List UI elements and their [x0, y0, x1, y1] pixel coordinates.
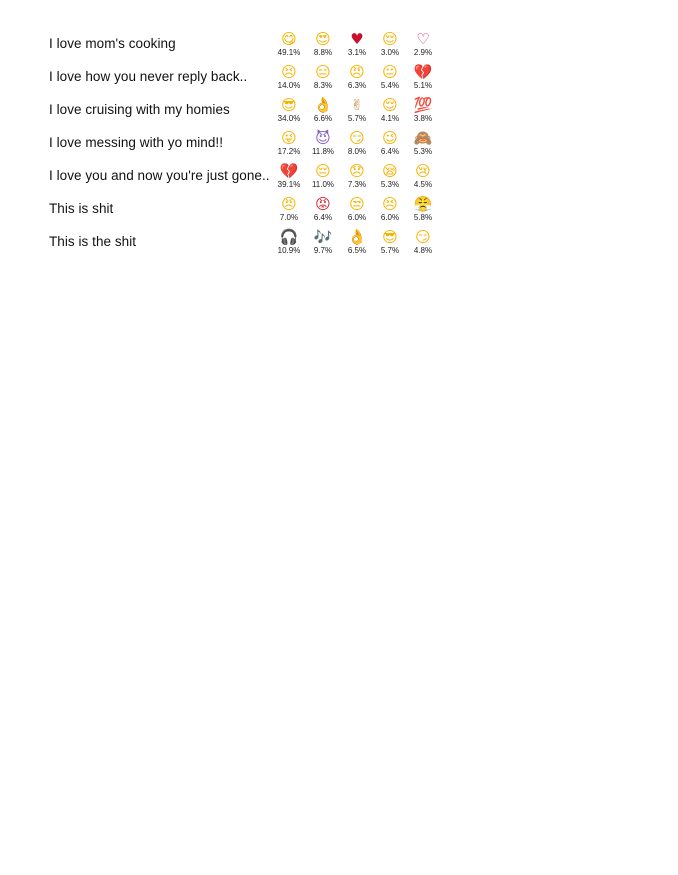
percentage-label: 11.0%	[311, 180, 335, 189]
emoji-cell	[340, 129, 374, 162]
sentence-text: I love mom's cooking	[49, 36, 176, 51]
percentage-label: 3.1%	[347, 48, 367, 57]
percentage-label: 17.2%	[277, 147, 301, 156]
broken-heart-icon: 💔	[279, 162, 299, 180]
percentage-label: 5.1%	[413, 81, 433, 90]
winking-face-icon: 😉	[382, 129, 398, 147]
red-heart-icon: ♥	[350, 30, 364, 48]
relieved-face-icon: 😌	[382, 30, 398, 48]
emoji-cell	[406, 96, 440, 129]
triumph-face-icon: 😤	[413, 195, 433, 213]
ok-hand-icon: 👌	[347, 228, 367, 246]
percentage-label: 34.0%	[277, 114, 301, 123]
emoji-cell	[340, 162, 374, 195]
emoji-cell	[373, 96, 407, 129]
hundred-points-icon: 💯	[413, 96, 433, 114]
emoji-cell	[306, 228, 340, 261]
emoji-cell	[306, 129, 340, 162]
emoji-cell	[406, 162, 440, 195]
percentage-label: 6.4%	[380, 147, 400, 156]
sunglasses-face-icon: 😎	[281, 96, 297, 114]
emoji-cell	[406, 63, 440, 96]
emoji-cell	[373, 162, 407, 195]
emoji-cell	[272, 162, 306, 195]
emoji-cell	[406, 195, 440, 228]
percentage-label: 7.0%	[279, 213, 299, 222]
angry-face-icon: 😠	[281, 195, 297, 213]
emoji-cell	[272, 129, 306, 162]
smirking-face-icon: 😏	[415, 228, 431, 246]
percentage-label: 39.1%	[277, 180, 301, 189]
sentence-text: I love you and now you're just gone..	[49, 168, 270, 183]
emoji-cell	[373, 129, 407, 162]
emoji-cell	[306, 30, 340, 63]
percentage-label: 4.1%	[380, 114, 400, 123]
relieved-face-icon: 😌	[382, 96, 398, 114]
smiling-imp-icon: 😈	[315, 129, 331, 147]
percentage-label: 6.0%	[347, 213, 367, 222]
angry-face-icon: 😠	[349, 63, 365, 81]
pensive-face-icon: 😔	[315, 162, 331, 180]
smirking-face-icon: 😏	[349, 129, 365, 147]
winking-tongue-face-icon: 😜	[281, 129, 297, 147]
emoji-cell	[373, 195, 407, 228]
white-heart-outline-icon: ♡	[416, 30, 430, 48]
percentage-label: 7.3%	[347, 180, 367, 189]
percentage-label: 8.8%	[313, 48, 333, 57]
headphones-icon: 🎧	[279, 228, 299, 246]
victory-hand-icon: ✌	[350, 96, 364, 114]
percentage-label: 5.3%	[380, 180, 400, 189]
percentage-label: 11.8%	[311, 147, 335, 156]
percentage-label: 6.4%	[313, 213, 333, 222]
percentage-label: 14.0%	[277, 81, 301, 90]
table-row	[49, 96, 449, 129]
emoji-cell	[406, 129, 440, 162]
broken-heart-icon: 💔	[413, 63, 433, 81]
emoji-cell	[306, 162, 340, 195]
unamused-face-icon: 😒	[349, 195, 365, 213]
pouting-face-icon: 😡	[315, 195, 331, 213]
percentage-label: 5.8%	[413, 213, 433, 222]
emoji-cell	[373, 30, 407, 63]
emoji-cell	[306, 195, 340, 228]
percentage-label: 6.3%	[347, 81, 367, 90]
emoji-cell	[272, 195, 306, 228]
sentence-text: This is shit	[49, 201, 114, 216]
percentage-label: 5.7%	[347, 114, 367, 123]
heart-eyes-icon: 😍	[315, 30, 331, 48]
see-no-evil-monkey-icon: 🙈	[413, 129, 433, 147]
percentage-label: 49.1%	[277, 48, 301, 57]
emoji-cell	[406, 228, 440, 261]
yum-face-icon: 😋	[281, 30, 297, 48]
percentage-label: 8.3%	[313, 81, 333, 90]
percentage-label: 8.0%	[347, 147, 367, 156]
percentage-label: 2.9%	[413, 48, 433, 57]
emoji-cell	[373, 63, 407, 96]
emoji-cell	[272, 96, 306, 129]
persevering-face-icon: 😣	[281, 63, 297, 81]
musical-notes-icon: 🎶	[313, 228, 333, 246]
percentage-label: 6.6%	[313, 114, 333, 123]
expressionless-face-icon: 😑	[315, 63, 331, 81]
sunglasses-face-icon: 😎	[382, 228, 398, 246]
percentage-label: 3.8%	[413, 114, 433, 123]
sentence-text: This is the shit	[49, 234, 137, 249]
percentage-label: 4.8%	[413, 246, 433, 255]
emoji-cell	[340, 63, 374, 96]
percentage-label: 4.5%	[413, 180, 433, 189]
neutral-face-icon: 😐	[382, 63, 398, 81]
emoji-cell	[306, 96, 340, 129]
table-row	[49, 63, 449, 96]
percentage-label: 5.4%	[380, 81, 400, 90]
table-row	[49, 162, 449, 195]
emoji-prediction-table	[49, 30, 449, 261]
sentence-text: I love how you never reply back..	[49, 69, 248, 84]
emoji-cell	[373, 228, 407, 261]
emoji-cell	[272, 63, 306, 96]
ok-hand-icon: 👌	[313, 96, 333, 114]
percentage-label: 10.9%	[277, 246, 301, 255]
emoji-cell	[340, 195, 374, 228]
crying-face-icon: 😢	[415, 162, 431, 180]
percentage-label: 3.0%	[380, 48, 400, 57]
emoji-cell	[306, 63, 340, 96]
disappointed-face-icon: 😞	[349, 162, 365, 180]
percentage-label: 5.3%	[413, 147, 433, 156]
emoji-cell	[340, 30, 374, 63]
emoji-cell	[340, 228, 374, 261]
table-row	[49, 228, 449, 261]
percentage-label: 5.7%	[380, 246, 400, 255]
table-row	[49, 129, 449, 162]
table-row	[49, 30, 449, 63]
percentage-label: 6.5%	[347, 246, 367, 255]
table-row	[49, 195, 449, 228]
sleepy-face-icon: 😪	[382, 162, 398, 180]
emoji-cell	[272, 228, 306, 261]
sentence-text: I love cruising with my homies	[49, 102, 230, 117]
emoji-cell	[340, 96, 374, 129]
emoji-cell	[406, 30, 440, 63]
sentence-text: I love messing with yo mind!!	[49, 135, 224, 150]
percentage-label: 6.0%	[380, 213, 400, 222]
percentage-label: 9.7%	[313, 246, 333, 255]
emoji-cell	[272, 30, 306, 63]
persevering-face-icon: 😣	[382, 195, 398, 213]
